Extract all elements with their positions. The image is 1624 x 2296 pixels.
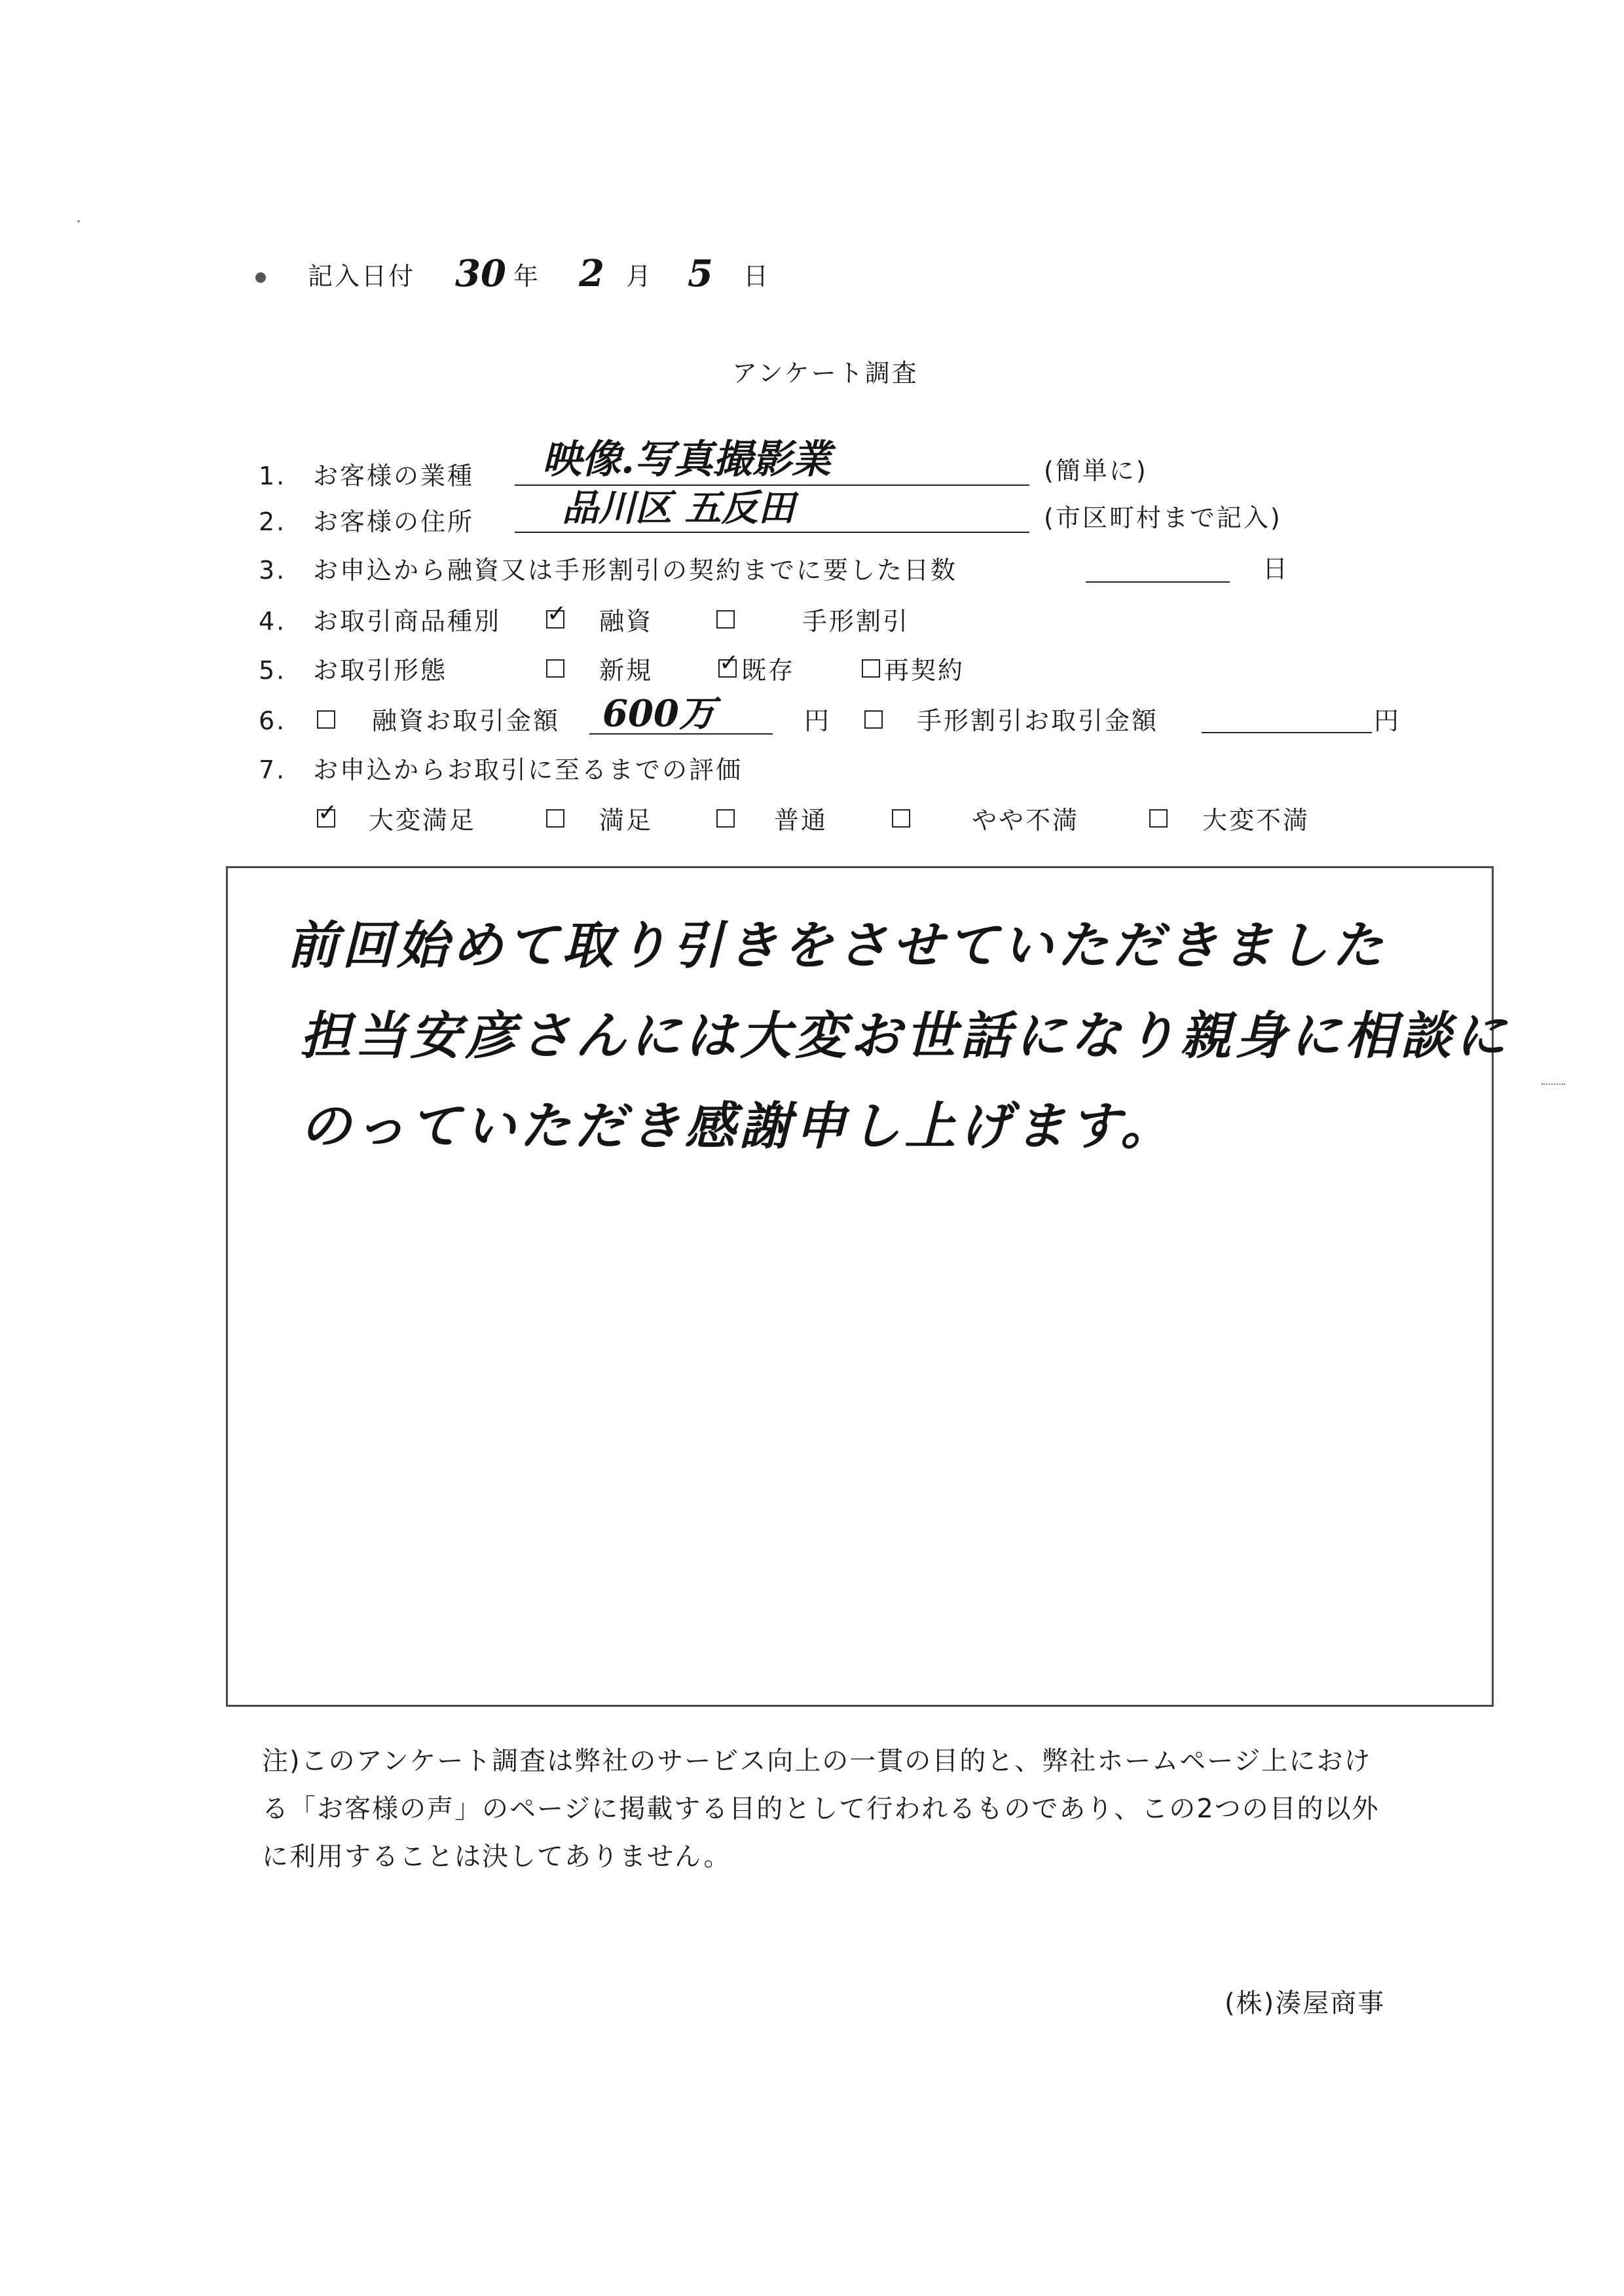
scan-mark xyxy=(1541,1084,1565,1085)
date-year-unit: 年 xyxy=(513,262,541,291)
q7-very-dissatisfied-checkbox[interactable] xyxy=(1149,809,1168,828)
q6-bill-amount-line xyxy=(1202,732,1372,733)
q4-loan-checkbox[interactable] xyxy=(546,600,567,629)
q7-neutral-checkbox[interactable] xyxy=(716,809,735,828)
date-year: 30 xyxy=(455,252,506,295)
q4-label: お取引商品種別 xyxy=(313,607,502,636)
q3-number: 3. xyxy=(259,556,287,585)
scan-speck xyxy=(255,272,266,283)
q6-loan-amount-line xyxy=(589,733,773,735)
q2-label: お客様の住所 xyxy=(313,507,475,536)
q7-very-satisfied-label: 大変満足 xyxy=(369,806,477,835)
date-day-unit: 日 xyxy=(743,262,771,291)
comment-box[interactable] xyxy=(226,866,1511,1707)
q6-loan-amount: 600万 xyxy=(602,692,716,735)
q6-bill-checkbox[interactable] xyxy=(864,710,883,729)
q6-number: 6. xyxy=(259,706,287,735)
q5-recontract-label: 再契約 xyxy=(884,656,965,685)
q4-number: 4. xyxy=(259,607,287,636)
page-title: アンケート調査 xyxy=(732,359,919,388)
check-mark-icon: ✓ xyxy=(719,649,739,676)
q7-somewhat-dissatisfied-checkbox[interactable] xyxy=(892,809,910,828)
q7-very-dissatisfied-label: 大変不満 xyxy=(1202,806,1310,835)
q5-existing-checkbox[interactable] xyxy=(718,649,739,678)
q7-satisfied-checkbox[interactable] xyxy=(546,809,564,828)
q1-label: お客様の業種 xyxy=(313,462,475,490)
note-line: に利用することは決してありません。 xyxy=(262,1842,731,1872)
q5-label: お取引形態 xyxy=(313,656,448,685)
q5-new-label: 新規 xyxy=(599,656,654,685)
date-label: 記入日付 xyxy=(308,262,416,291)
q1-number: 1. xyxy=(259,462,287,490)
q7-very-satisfied-checkbox[interactable] xyxy=(317,799,338,828)
q4-loan-label: 融資 xyxy=(599,607,654,636)
q4-bill-checkbox[interactable] xyxy=(716,610,735,629)
q7-number: 7. xyxy=(259,756,287,784)
q2-answer: 品川区 五反田 xyxy=(562,486,795,530)
q5-existing-label: 既存 xyxy=(741,656,796,685)
q3-unit: 日 xyxy=(1263,555,1290,583)
q5-number: 5. xyxy=(259,656,287,685)
q5-recontract-checkbox[interactable] xyxy=(862,659,880,678)
q6-bill-label: 手形割引お取引金額 xyxy=(917,706,1159,735)
comment-line: 前回始めて取り引きをさせていただきました xyxy=(287,916,1388,975)
q2-answer-line xyxy=(515,532,1029,533)
q6-bill-unit: 円 xyxy=(1374,706,1401,735)
q6-loan-label: 融資お取引金額 xyxy=(372,706,561,735)
note-line: 注)このアンケート調査は弊社のサービス向上の一貫の目的と、弊社ホームページ上におけ xyxy=(262,1746,1372,1776)
q7-somewhat-dissatisfied-label: やや不満 xyxy=(972,806,1080,835)
q3-answer-line xyxy=(1086,581,1230,583)
q1-answer: 映像.写真撮影業 xyxy=(542,437,831,483)
q2-hint: (市区町村まで記入) xyxy=(1044,503,1282,532)
check-mark-icon: ✓ xyxy=(547,600,567,627)
q7-satisfied-label: 満足 xyxy=(599,806,654,835)
comment-line: のっていただき感謝申し上げます。 xyxy=(300,1097,1175,1156)
date-month-unit: 月 xyxy=(626,262,654,291)
q2-number: 2. xyxy=(259,507,287,536)
scan-speck xyxy=(77,220,80,223)
q7-label: お申込からお取引に至るまでの評価 xyxy=(313,756,743,784)
q6-loan-checkbox[interactable] xyxy=(317,710,335,729)
check-mark-icon: ✓ xyxy=(318,799,338,826)
company-name: (株)湊屋商事 xyxy=(1225,1988,1386,2018)
q1-answer-line xyxy=(515,484,1029,486)
q6-loan-unit: 円 xyxy=(804,706,832,735)
note-line: る「お客様の声」のページに掲載する目的として行われるものであり、この2つの目的以外 xyxy=(262,1794,1380,1824)
q5-new-checkbox[interactable] xyxy=(546,659,564,678)
date-day: 5 xyxy=(688,252,713,295)
comment-line: 担当安彦さんには大変お世話になり親身に相談に xyxy=(300,1006,1511,1066)
q3-label: お申込から融資又は手形割引の契約までに要した日数 xyxy=(313,556,958,585)
q4-bill-label: 手形割引 xyxy=(802,607,910,636)
date-month: 2 xyxy=(579,252,604,295)
q1-hint: (簡単に) xyxy=(1044,456,1148,485)
q7-neutral-label: 普通 xyxy=(774,806,828,835)
